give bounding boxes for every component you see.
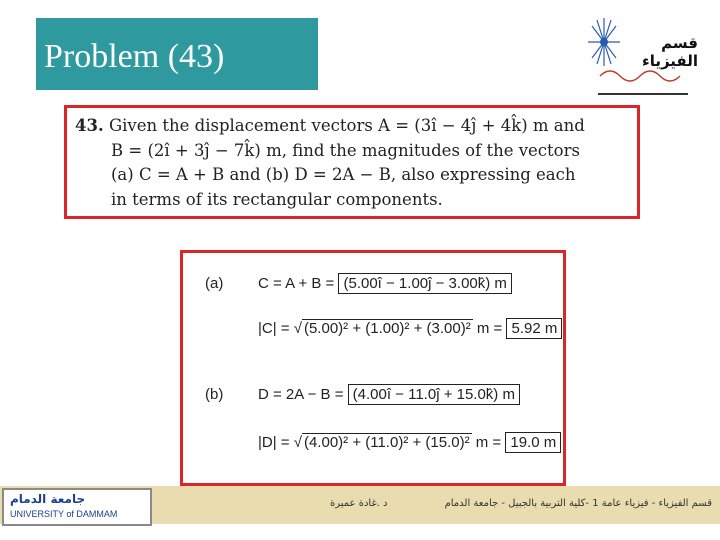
part-a-eq2-root: (5.00)² + (1.00)² + (3.00)² [303,320,471,337]
problem-line-3: (a) C = A + B and (b) D = 2A − B, also expressing each [111,165,576,184]
part-a-equation-1 [258,275,512,292]
part-a-eq2-unit: m = [476,320,503,337]
part-b-label: (b) [205,386,224,403]
part-b-eq2-root: (4.00)² + (11.0)² + (15.0)² [303,434,470,451]
part-a-eq1-lhs: C = A + B = [258,275,335,292]
problem-statement [75,114,631,212]
sqrt-symbol: √ [293,320,302,337]
title-banner [36,18,318,90]
footer-author: د .غادة عميرة [330,498,388,509]
part-b-equation-2 [258,433,561,451]
part-a-eq2-lhs: |C| = [258,320,290,337]
part-b-eq1-lhs: D = 2A − B = [258,386,344,403]
department-logo [588,14,698,104]
problem-number: 43. [75,116,104,135]
part-b-eq2-unit: m = [475,434,502,451]
part-b-eq2-result: 19.0 m [505,432,561,453]
footer-department: قسم الفيزياء - فيزياء عامة 1 -كلية التربية بالجبيل - جامعة الدمام [444,498,712,509]
page-title: Problem (43) [44,38,225,75]
problem-line-1-text: Given the displacement vectors A = (3î − 4ĵ + 4k̂) m and [108,116,585,135]
university-logo-arabic: جامعة الدمام [10,492,86,506]
part-b-equation-1 [258,386,520,403]
solution-box [180,250,566,486]
part-a-eq1-result: (5.00î − 1.00ĵ − 3.00k̂) m [338,273,511,294]
sqrt-symbol: √ [293,434,302,451]
problem-line-4: in terms of its rectangular components. [111,189,443,209]
department-logo-text: قسم الفيزياء [642,34,698,70]
problem-line-2: B = (2î + 3ĵ − 7k̂) m, find the magnitudes of the vectors [111,140,580,160]
part-a-equation-2 [258,319,562,337]
problem-line-1 [75,114,631,139]
part-a-label: (a) [205,275,224,292]
part-b-eq2-lhs: |D| = [258,434,290,451]
problem-statement-box [64,105,640,219]
university-logo [2,488,152,526]
university-logo-text: UNIVERSITY of DAMMAM [10,509,118,519]
part-b-eq1-result: (4.00î − 11.0ĵ + 15.0k̂) m [348,384,520,405]
part-a-eq2-result: 5.92 m [506,318,562,339]
